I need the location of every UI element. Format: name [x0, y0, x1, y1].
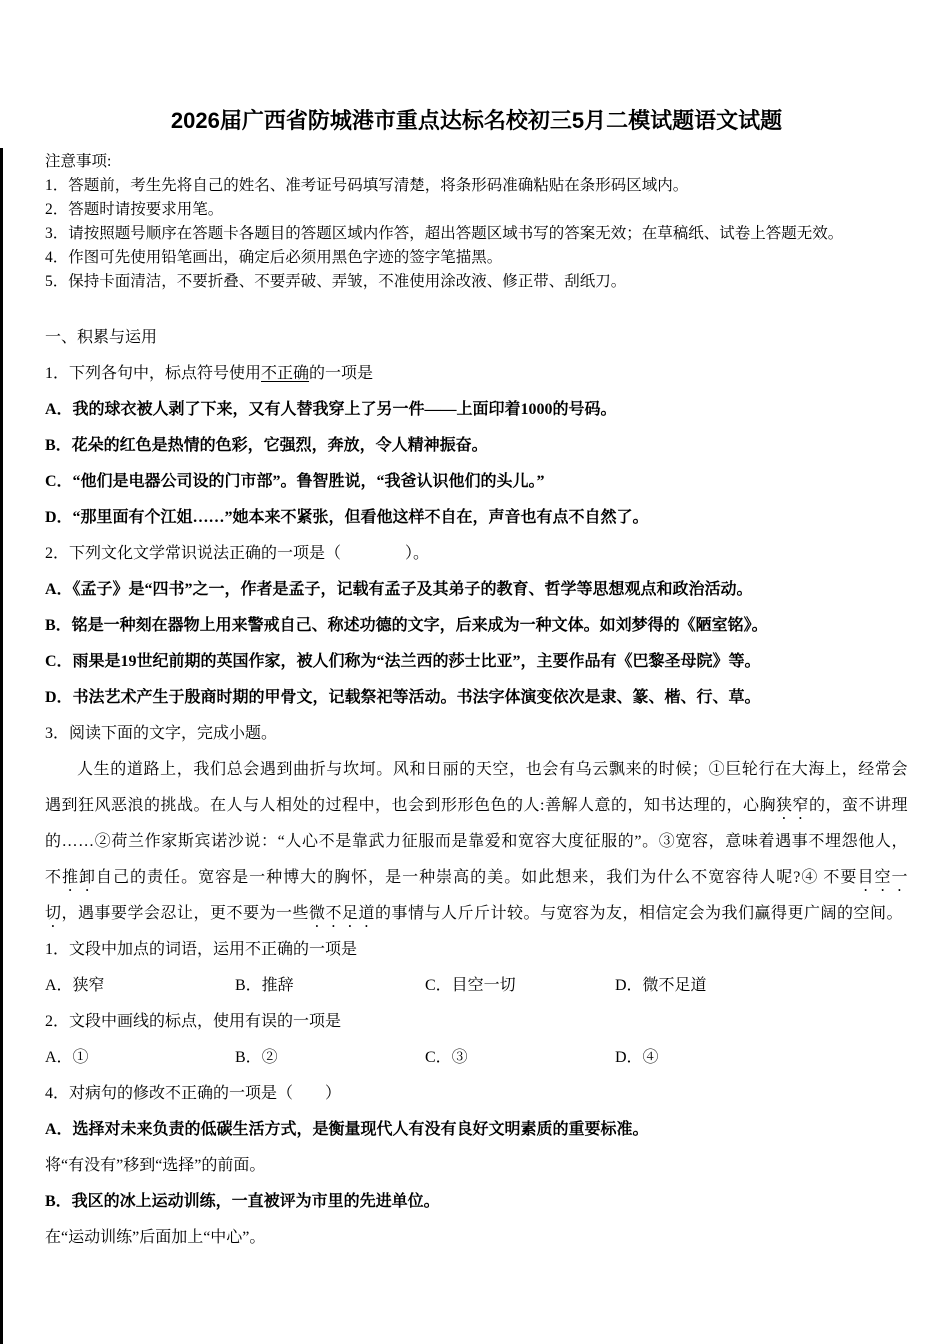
q3-sub2-option-b: B．② [235, 1049, 278, 1066]
notice-item-5: 5．保持卡面清洁，不要折叠、不要弄破、弄皱，不准使用涂改液、修正带、刮纸刀。 [45, 273, 627, 290]
passage-dotted-word-3: 目空一切 [45, 869, 908, 922]
question-3-stem: 3．阅读下面的文字，完成小题。 [45, 725, 278, 742]
q3-sub2-options-row [45, 1040, 908, 1076]
passage-dotted-word-4: 微不足道 [309, 905, 376, 922]
q3-sub1-option-b: B．推辞 [235, 977, 294, 994]
q3-sub1-options-row [45, 968, 908, 1004]
passage-dotted-word-2: 推卸 [62, 869, 97, 886]
q3-sub1-option-c: C．目空一切 [425, 977, 516, 994]
q2-option-c: C．雨果是19世纪前期的英国作家，被人们称为“法兰西的莎士比亚”，主要作品有《巴黎圣母院》等。 [45, 653, 761, 670]
section-1-heading: 一、积累与运用 [45, 329, 158, 346]
q1-stem-post: 的一项是 [309, 365, 374, 382]
question-1-stem [45, 356, 908, 392]
passage-part-3: 自己的责任。宽容是一种博大的胸怀，是一种崇高的美。如此想来，我们为什么不宽容待人呢?④ 不要 [96, 869, 858, 886]
q3-sub2-stem: 2．文段中画线的标点，使用有误的一项是 [45, 1013, 342, 1030]
passage-part-5: 的事情与人斤斤计较。与宽容为友，相信定会为我们赢得更广阔的空间。 [375, 905, 904, 922]
question-2-stem: 2．下列文化文学常识说法正确的一项是（ ）。 [45, 545, 430, 562]
questions-area [45, 320, 908, 1256]
reading-passage [45, 752, 908, 932]
notice-section [45, 150, 908, 294]
q1-stem-underlined-word: 不正确 [261, 365, 310, 382]
q1-option-a: A．我的球衣被人剥了下来，又有人替我穿上了另一件——上面印着1000的号码。 [45, 401, 617, 418]
exam-title: 2026届广西省防城港市重点达标名校初三5月二模试题语文试题 [170, 108, 783, 133]
notice-item-2: 2．答题时请按要求用笔。 [45, 201, 224, 218]
q2-option-a: A．《孟子》是“四书”之一，作者是孟子，记载有孟子及其弟子的教育、哲学等思想观点和政治活动。 [45, 581, 753, 598]
q2-option-d: D．书法艺术产生于殷商时期的甲骨文，记载祭祀等活动。书法字体演变依次是隶、篆、楷、行、草。 [45, 689, 761, 706]
q3-sub1-stem: 1．文段中加点的词语，运用不正确的一项是 [45, 941, 358, 958]
q4-option-a-fix: 将“有没有”移到“选择”的前面。 [45, 1157, 266, 1174]
q1-stem-pre: 1．下列各句中，标点符号使用 [45, 365, 262, 382]
notice-item-4: 4．作图可先使用铅笔画出，确定后必须用黑色字迹的签字笔描黑。 [45, 249, 503, 266]
notice-item-3: 3．请按照题号顺序在答题卡各题目的答题区域内作答，超出答题区域书写的答案无效；在草稿纸、试卷上答题无效。 [45, 225, 844, 242]
passage-part-2: 的，蛮不讲理的……②荷兰作家斯宾诺沙说：“人心不是靠武力征服而是靠爱和宽容大度征服的”。③宽容，意味着遇事不埋怨他人，不 [45, 797, 908, 886]
q2-option-b: B．铭是一种刻在器物上用来警戒自己、称述功德的文字，后来成为一种文体。如刘梦得的《陋室铭》。 [45, 617, 768, 634]
q3-sub2-option-a: A．① [45, 1049, 89, 1066]
q4-option-b: B．我区的冰上运动训练，一直被评为市里的先进单位。 [45, 1193, 440, 1210]
q4-option-a: A．选择对未来负责的低碳生活方式，是衡量现代人有没有良好文明素质的重要标准。 [45, 1121, 649, 1138]
question-4-stem: 4．对病句的修改不正确的一项是（ ） [45, 1085, 342, 1102]
page-left-scan-border [0, 148, 3, 1344]
q3-sub2-option-d: D．④ [615, 1049, 659, 1066]
notice-item-1: 1．答题前，考生先将自己的姓名、准考证号码填写清楚，将条形码准确粘贴在条形码区域内。 [45, 177, 689, 194]
q4-option-b-fix: 在“运动训练”后面加上“中心”。 [45, 1229, 266, 1246]
passage-part-1: 人生的道路上，我们总会遇到曲折与坎坷。风和日丽的天空，也会有乌云飘来的时候；①巨轮行在大海上，经常会遇到狂风恶浪的挑战。在人与人相处的过程中，也会到形形色色的人:善解人意的，知书达理的，心胸 [45, 761, 908, 814]
passage-part-4: ，遇事要学会忍让，更不要为一些 [61, 905, 310, 922]
q3-sub1-option-a: A．狭窄 [45, 977, 105, 994]
q3-sub1-option-d: D．微不足道 [615, 977, 707, 994]
q3-sub2-option-c: C．③ [425, 1049, 468, 1066]
q1-option-c: C．“他们是电器公司设的门市部”。鲁智胜说，“我爸认识他们的头儿。” [45, 473, 545, 490]
notice-header: 注意事项: [45, 153, 112, 170]
passage-dotted-word-1: 狭窄 [775, 797, 809, 814]
q1-option-d: D．“那里面有个江姐……”她本来不紧张，但看他这样不自在，声音也有点不自然了。 [45, 509, 649, 526]
q1-option-b: B．花朵的红色是热情的色彩，它强烈，奔放，令人精神振奋。 [45, 437, 488, 454]
